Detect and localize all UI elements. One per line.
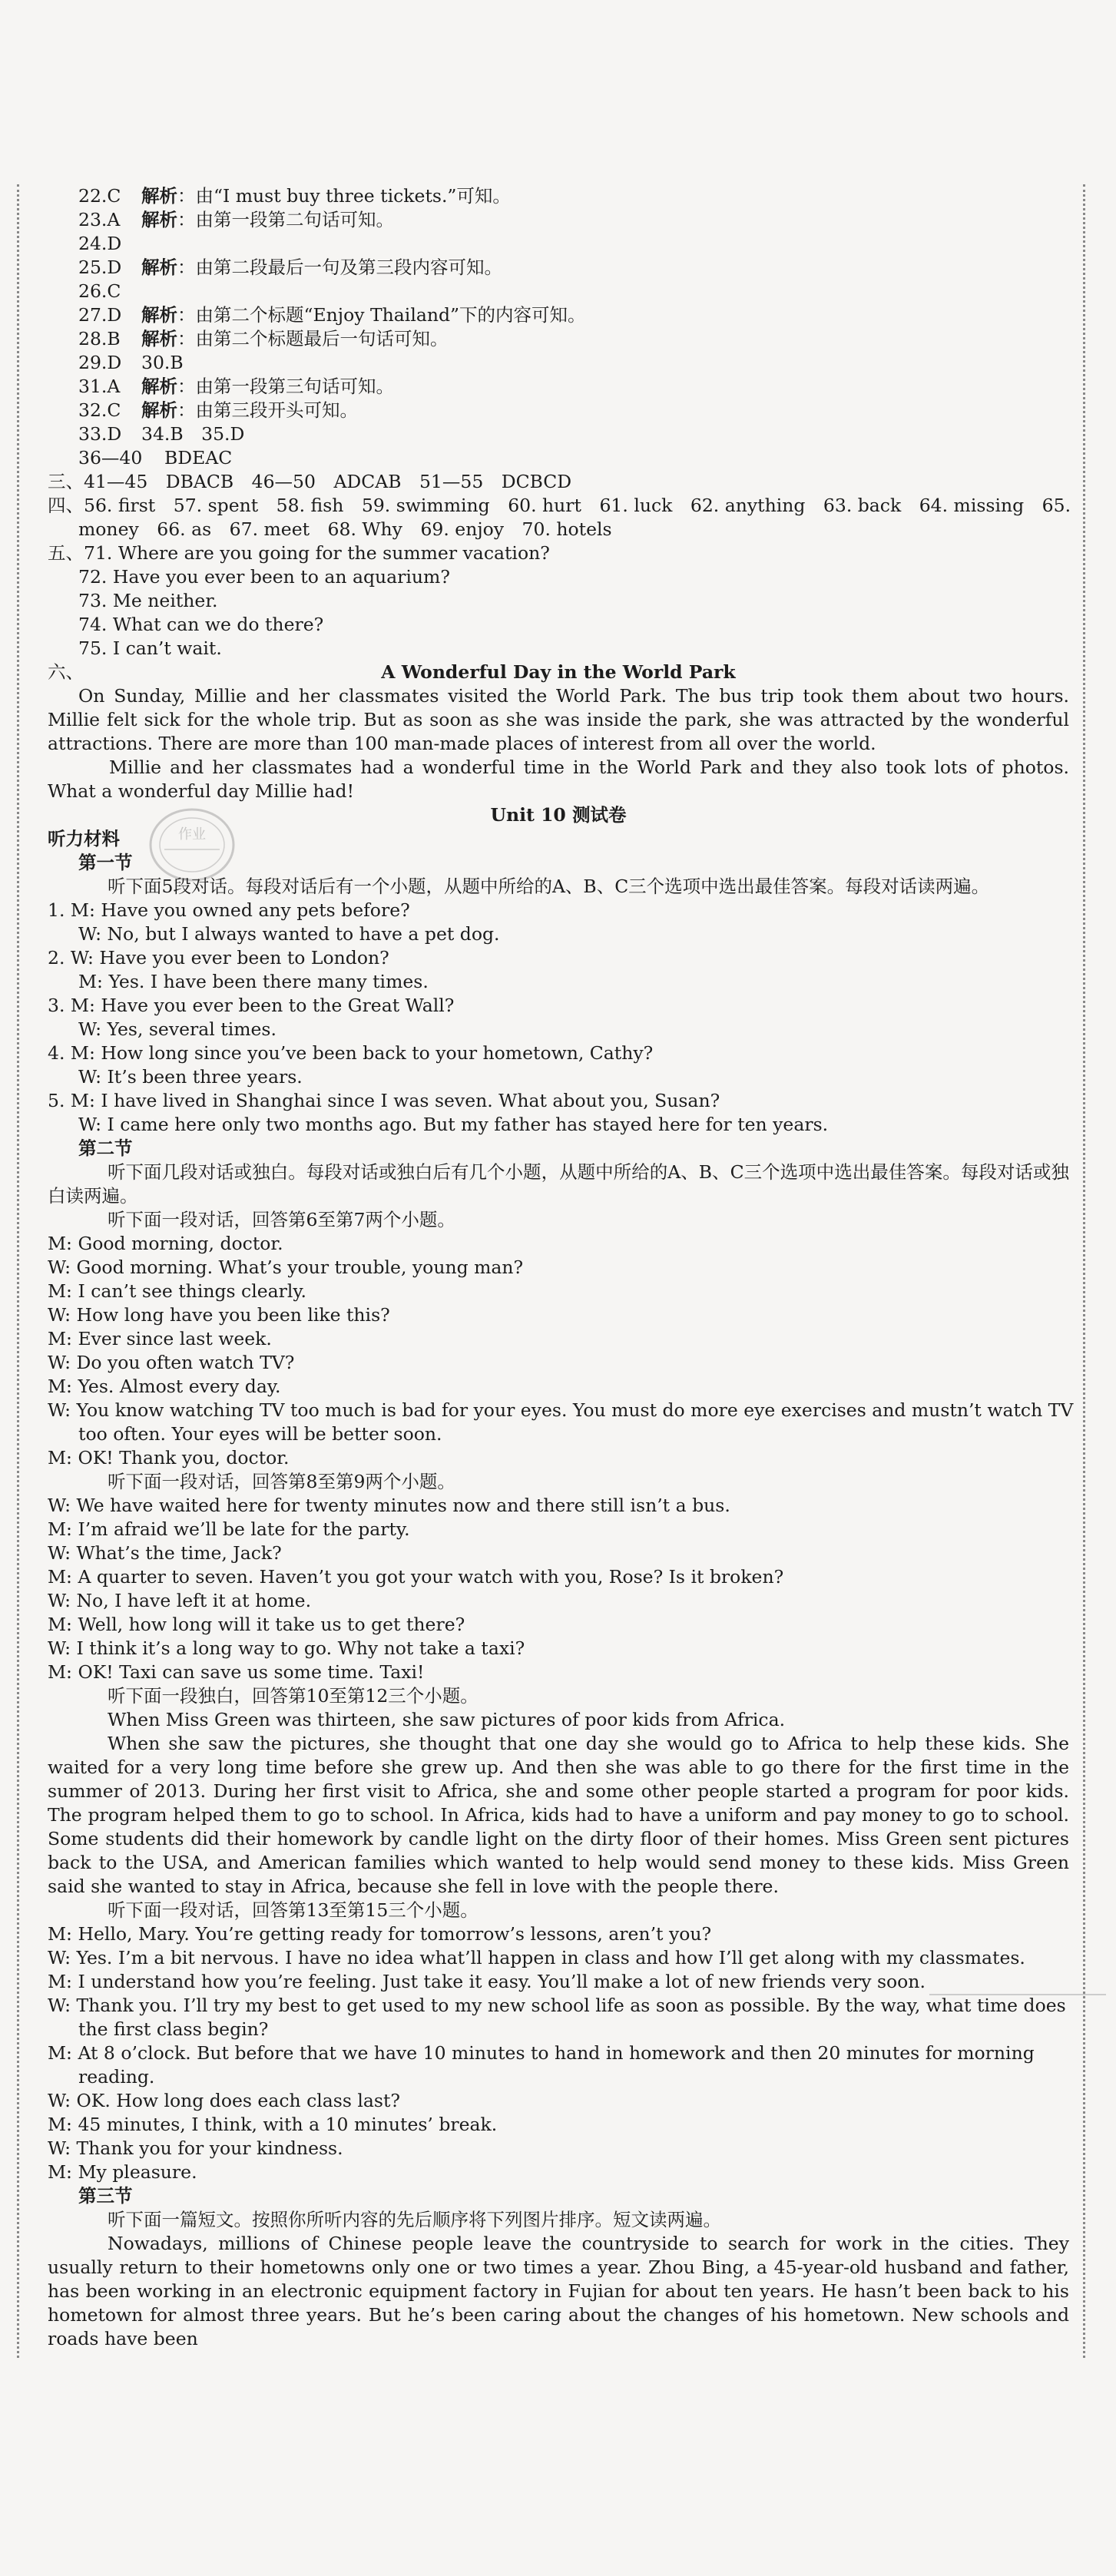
section-2-title: 第二节 <box>78 1137 133 1159</box>
section-1-title: 第一节 <box>78 852 133 873</box>
section-3-paragraph: Nowadays, millions of Chinese people leave the countryside to search for work in the cities. They usually return to their hometowns only one or two times a year. Zhou Bing, a 45-year-old husband and father, has been working in an electronic equipment factory in Fujian for about ten years. He hasn’t been back to his hometown for almost three years. But he’s been caring about the changes of his hometown. New schools and roads have been <box>48 2233 1069 2349</box>
answer-25: 25.D 解析：由第二段最后一句及第三段内容可知。 <box>78 257 502 278</box>
answer-29: 29.D 30.B <box>78 352 184 373</box>
part-4-instructions: 听下面一段对话，回答第13至第15三个小题。 <box>108 1899 479 1921</box>
dialog-2-m: M: Yes. I have been there many times. <box>78 971 429 992</box>
part-2-dialog <box>48 1494 1069 1684</box>
listening-label: 听力材料 <box>48 828 120 849</box>
answer-24: 24.D <box>78 233 122 254</box>
dialog-1-m: 1. M: Have you owned any pets before? <box>48 899 410 921</box>
answer-36-40: 36—40 BDEAC <box>78 447 233 469</box>
dialog-3-m: 3. M: Have you ever been to the Great Wall? <box>48 995 455 1016</box>
dialog-line: W: No, I have left it at home. <box>48 1590 312 1611</box>
dialog-line: M: Well, how long will it take us to get there? <box>48 1614 465 1635</box>
dialog-line: W: OK. How long does each class last? <box>48 2090 401 2111</box>
right-binding-dots <box>1083 184 1085 2358</box>
dialog-4-w: W: It’s been three years. <box>78 1066 303 1088</box>
content <box>48 184 1074 2351</box>
section-5-q72: 72. Have you ever been to an aquarium? <box>78 566 450 588</box>
answer-23: 23.A 解析：由第一段第二句话可知。 <box>78 209 394 230</box>
monologue-first-line: When Miss Green was thirteen, she saw pictures of poor kids from Africa. <box>108 1709 786 1730</box>
dialog-line: M: At 8 o’clock. But before that we have 10 minutes to hand in homework and then 20 minutes for morning <box>48 2042 1035 2064</box>
section-4-line-2: money 66. as 67. meet 68. Why 69. enjoy 70. hotels <box>78 518 612 540</box>
dialog-line: M: I understand how you’re feeling. Just take it easy. You’ll make a lot of new friends very soon. <box>48 1971 926 1992</box>
dialog-line: W: We have waited here for twenty minutes now and there still isn’t a bus. <box>48 1495 730 1516</box>
answer-22: 22.C 解析：由“I must buy three tickets.”可知。 <box>78 185 511 207</box>
dialog-line: the first class begin? <box>78 2018 269 2040</box>
dialog-line: M: OK! Taxi can save us some time. Taxi! <box>48 1661 425 1683</box>
answer-27: 27.D 解析：由第二个标题“Enjoy Thailand”下的内容可知。 <box>78 304 586 326</box>
dialog-line: too often. Your eyes will be better soon. <box>78 1423 442 1445</box>
section-5-q75: 75. I can’t wait. <box>78 637 222 659</box>
section-2-instructions: 听下面几段对话或独白。每段对话或独白后有几个小题，从题中所给的A、B、C三个选项中选出最佳答案。每段对话或独白读两遍。 <box>48 1161 1069 1207</box>
section-3: 三、41—45 DBACB 46—50 ADCAB 51—55 DCBCD <box>48 471 572 492</box>
essay-paragraph-1: On Sunday, Millie and her classmates visited the World Park. The bus trip took them about two hours. Millie felt sick for the whole trip. But as soon as she was inside the park, she was attracted by the wonderful attractions. There are more than 100 man-made places of interest from all over the world. <box>48 685 1069 754</box>
dialog-line: W: Yes. I’m a bit nervous. I have no idea what’ll happen in class and how I’ll get along with my classmates. <box>48 1947 1025 1968</box>
dialog-line: W: How long have you been like this? <box>48 1304 390 1326</box>
dialog-line: M: Good morning, doctor. <box>48 1233 283 1254</box>
section-3-title: 第三节 <box>78 2185 133 2207</box>
part-2-instructions: 听下面一段对话，回答第8至第9两个小题。 <box>108 1471 455 1492</box>
essay-title: A Wonderful Day in the World Park <box>381 661 736 683</box>
dialog-2-w: 2. W: Have you ever been to London? <box>48 947 389 968</box>
dialog-line: W: Do you often watch TV? <box>48 1352 295 1373</box>
section-1-instructions: 听下面5段对话。每段对话后有一个小题，从题中所给的A、B、C三个选项中选出最佳答案。每段对话读两遍。 <box>108 876 990 897</box>
unit-title: Unit 10 测试卷 <box>490 804 627 826</box>
dialog-line: reading. <box>78 2066 155 2088</box>
dialog-line: M: I’m afraid we’ll be late for the party. <box>48 1518 410 1540</box>
dialog-line: M: Hello, Mary. You’re getting ready for tomorrow’s lessons, aren’t you? <box>48 1923 712 1945</box>
essay-paragraph-2: Millie and her classmates had a wonderful time in the World Park and they also took lots of photos. What a wonderful day Millie had! <box>48 757 1069 802</box>
dialog-line: M: My pleasure. <box>48 2161 197 2183</box>
answer-list <box>48 184 1069 470</box>
dialog-1-w: W: No, but I always wanted to have a pet dog. <box>78 923 500 945</box>
left-binding-dots <box>17 184 19 2358</box>
part-4-dialog <box>48 1922 1069 2184</box>
dialog-line: W: Thank you for your kindness. <box>48 2137 343 2159</box>
dialog-line: W: You know watching TV too much is bad for your eyes. You must do more eye exercises and mustn’t watch TV <box>48 1399 1074 1421</box>
dialog-line: M: 45 minutes, I think, with a 10 minutes’ break. <box>48 2114 498 2135</box>
dialog-line: W: I think it’s a long way to go. Why not take a taxi? <box>48 1637 525 1659</box>
dialog-line: M: I can’t see things clearly. <box>48 1280 307 1302</box>
answer-33: 33.D 34.B 35.D <box>78 423 245 445</box>
dialog-line: M: Yes. Almost every day. <box>48 1376 281 1397</box>
monologue-paragraph: When she saw the pictures, she thought that one day she would go to Africa to help these kids. She waited for a very long time before she grew up. And then she was able to go there for the first time in the summer of 2013. During her first visit to Africa, she and some other people started a program for poor kids. The program helped them to go to school. In Africa, kids had to have a uniform and pay money to go to school. Some students did their homework by candle light on the dirty floor of their homes. Miss Green sent pictures back to the USA, and American families which wanted to help would send money to these kids. Miss Green said she wanted to stay in Africa, because she fell in love with the people there. <box>48 1733 1069 1897</box>
dialog-line: W: Thank you. I’ll try my best to get used to my new school life as soon as possible. By the way, what time does <box>48 1995 1066 2016</box>
dialog-line: W: What’s the time, Jack? <box>48 1542 282 1564</box>
dialog-4-m: 4. M: How long since you’ve been back to your hometown, Cathy? <box>48 1042 654 1064</box>
section-3-instructions: 听下面一篇短文。按照你所听内容的先后顺序将下列图片排序。短文读两遍。 <box>108 2209 721 2230</box>
part-1-instructions: 听下面一段对话，回答第6至第7两个小题。 <box>108 1209 455 1230</box>
dialog-line: M: Ever since last week. <box>48 1328 272 1349</box>
part-3-instructions: 听下面一段独白，回答第10至第12三个小题。 <box>108 1685 479 1707</box>
section-6-label: 六、 <box>48 661 84 683</box>
answer-31: 31.A 解析：由第一段第三句话可知。 <box>78 376 394 397</box>
dialog-line: M: A quarter to seven. Haven’t you got your watch with you, Rose? Is it broken? <box>48 1566 784 1588</box>
section-4-line-1: 四、56. first 57. spent 58. fish 59. swimming 60. hurt 61. luck 62. anything 63. back 64. missing 65. <box>48 495 1071 516</box>
answer-26: 26.C <box>78 280 121 302</box>
section-5-q74: 74. What can we do there? <box>78 614 324 635</box>
dialog-line: M: OK! Thank you, doctor. <box>48 1447 290 1468</box>
dialog-5-w: W: I came here only two months ago. But my father has stayed here for ten years. <box>78 1114 829 1135</box>
section-5-q73: 73. Me neither. <box>78 590 218 611</box>
answer-28: 28.B 解析：由第二个标题最后一句话可知。 <box>78 328 449 349</box>
section-5-q71: 五、71. Where are you going for the summer vacation? <box>48 542 550 564</box>
section-6 <box>48 661 1069 684</box>
answer-32: 32.C 解析：由第三段开头可知。 <box>78 399 358 421</box>
part-1-dialog <box>48 1232 1074 1470</box>
stamp-text: 作业 <box>178 826 206 843</box>
dialog-line: W: Good morning. What’s your trouble, young man? <box>48 1257 524 1278</box>
dialog-5-m: 5. M: I have lived in Shanghai since I was seven. What about you, Susan? <box>48 1090 720 1111</box>
dialog-3-w: W: Yes, several times. <box>78 1018 277 1040</box>
